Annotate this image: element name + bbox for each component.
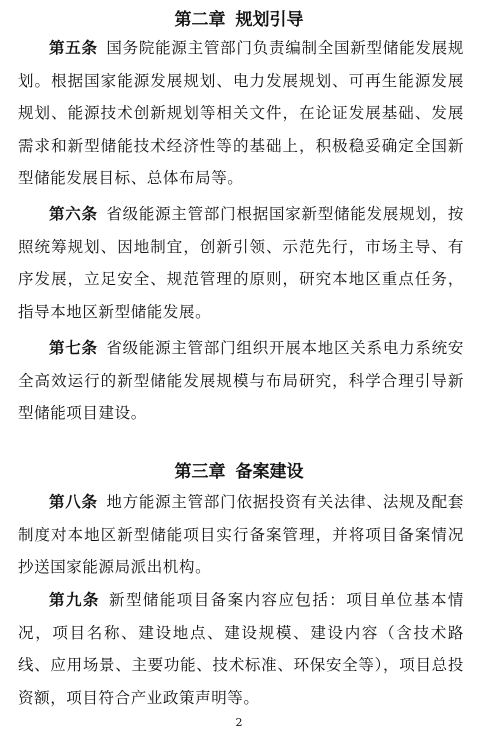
chapter-2-title: 规划引导 bbox=[235, 10, 304, 30]
article-7-text: 省级能源主管部门组织开展本地区关系电力系统安全高效运行的新型储能发展规模与布局研究，科学合理引导新型储能项目建设。 bbox=[18, 339, 464, 422]
article-7-label: 第七条 bbox=[49, 339, 98, 357]
chapter-3-number: 第三章 bbox=[174, 462, 226, 482]
article-7 bbox=[18, 332, 464, 430]
article-5-label: 第五条 bbox=[49, 39, 98, 57]
article-9-label: 第九条 bbox=[49, 591, 100, 609]
article-8-text: 地方能源主管部门依据投资有关法律、法规及配套制度对本地区新型储能项目实行备案管理，并将项目备案情况抄送国家能源局派出机构。 bbox=[18, 493, 464, 576]
article-6 bbox=[18, 198, 464, 328]
chapter-3-heading bbox=[0, 462, 478, 482]
article-6-label: 第六条 bbox=[49, 205, 98, 223]
article-8 bbox=[18, 486, 464, 584]
article-6-text: 省级能源主管部门根据国家新型储能发展规划，按照统筹规划、因地制宜，创新引领、示范先行，市场主导、有序发展，立足安全、规范管理的原则，研究本地区重点任务，指导本地区新型储能发展。 bbox=[18, 205, 464, 321]
article-9-text: 新型储能项目备案内容应包括：项目单位基本情况，项目名称、建设地点、建设规模、建设内容（含技术路线、应用场景、主要功能、技术标准、环保安全等），项目总投资额，项目符合产业政策声明等。 bbox=[18, 591, 464, 707]
article-5 bbox=[18, 32, 464, 195]
article-9 bbox=[18, 584, 464, 714]
chapter-3-title: 备案建设 bbox=[235, 462, 304, 482]
article-8-label: 第八条 bbox=[49, 493, 98, 511]
chapter-2-heading bbox=[0, 10, 478, 30]
page-number: 2 bbox=[235, 716, 243, 729]
chapter-2-number: 第二章 bbox=[174, 10, 226, 30]
article-5-text: 国务院能源主管部门负责编制全国新型储能发展规划。根据国家能源发展规划、电力发展规划、可再生能源发展规划、能源技术创新规划等相关文件，在论证发展基础、发展需求和新型储能技术经济性等的基础上，积极稳妥确定全国新型储能发展目标、总体布局等。 bbox=[18, 39, 464, 187]
